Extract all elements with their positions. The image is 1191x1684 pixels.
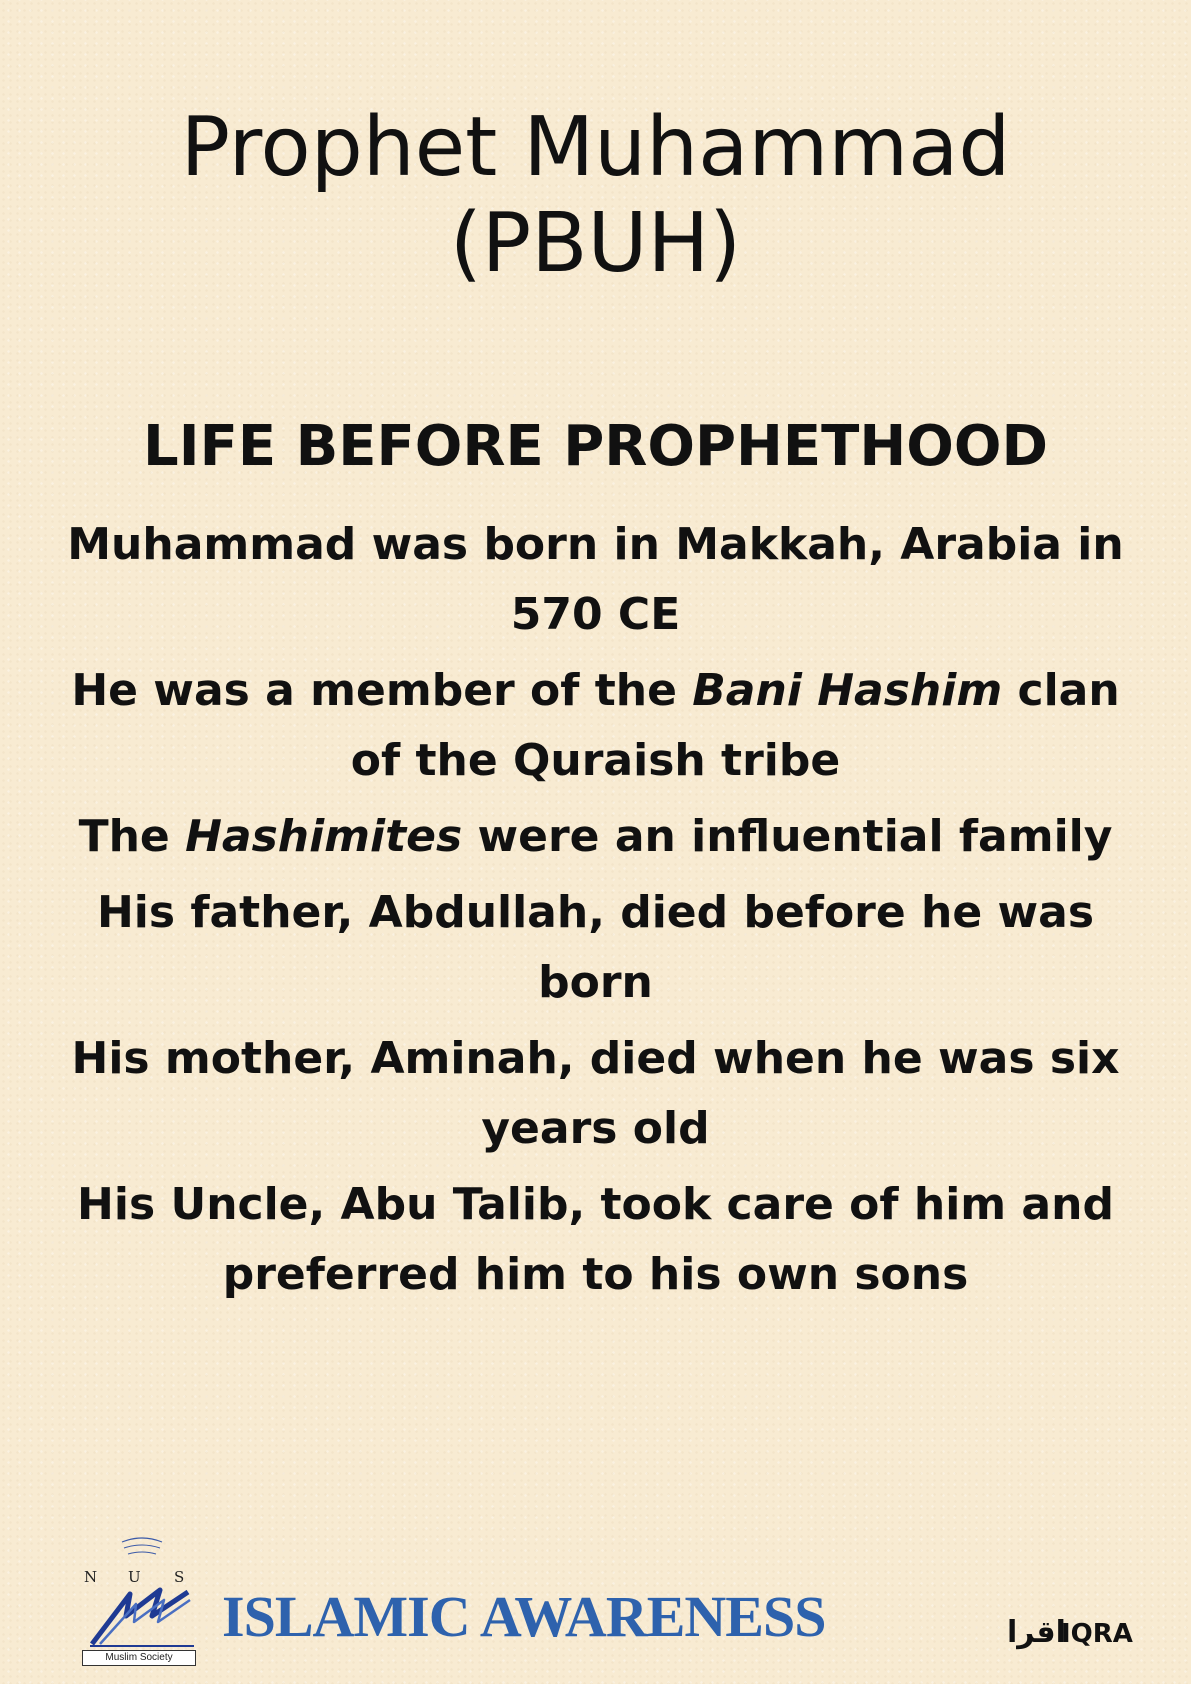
- fact-item: [50, 878, 1141, 1018]
- fact-emphasis: Hashimites: [185, 811, 463, 862]
- nus-letter-u: U: [128, 1568, 141, 1586]
- fact-text: Muhammad was born in Makkah, Arabia in 570 CE: [67, 519, 1124, 640]
- logo-emblem-icon: [82, 1532, 202, 1572]
- fact-text: were an influential family: [462, 811, 1113, 862]
- fact-item: [50, 1170, 1141, 1310]
- fact-text: His father, Abdullah, died before he was born: [96, 887, 1095, 1008]
- fact-emphasis: Bani Hashim: [692, 665, 1003, 716]
- nus-logo-banner: Muslim Society: [82, 1650, 196, 1666]
- fact-text: His Uncle, Abu Talib, took care of him and preferred him to his own sons: [77, 1179, 1114, 1300]
- title-line-1: Prophet Muhammad: [180, 100, 1011, 195]
- islamic-awareness-heading: ISLAMIC AWARENESS: [222, 1584, 826, 1649]
- iqra-latin-text: IQRA: [1061, 1619, 1133, 1649]
- nus-letter-n: N: [84, 1568, 98, 1586]
- iqra-arabic-text: اقرا: [1007, 1615, 1066, 1650]
- page-title: [0, 100, 1191, 292]
- fact-item: [50, 510, 1141, 650]
- nus-muslim-society-logo: [82, 1532, 202, 1672]
- section-heading: LIFE BEFORE PROPHETHOOD: [143, 414, 1048, 479]
- nus-letter-s: S: [174, 1568, 185, 1586]
- fact-text: clan of the Quraish tribe: [350, 665, 1120, 786]
- poster-footer: [0, 1520, 1191, 1680]
- iqra-logo-icon: [1005, 1604, 1133, 1654]
- fact-item: [50, 802, 1141, 872]
- fact-item: [50, 656, 1141, 796]
- fact-list: [50, 510, 1141, 1316]
- fact-text: His mother, Aminah, died when he was six years old: [71, 1033, 1120, 1154]
- fact-text: He was a member of the: [71, 665, 693, 716]
- swoosh-icon: [90, 1586, 194, 1648]
- fact-text: The: [78, 811, 186, 862]
- title-line-2: (PBUH): [449, 196, 742, 291]
- fact-item: [50, 1024, 1141, 1164]
